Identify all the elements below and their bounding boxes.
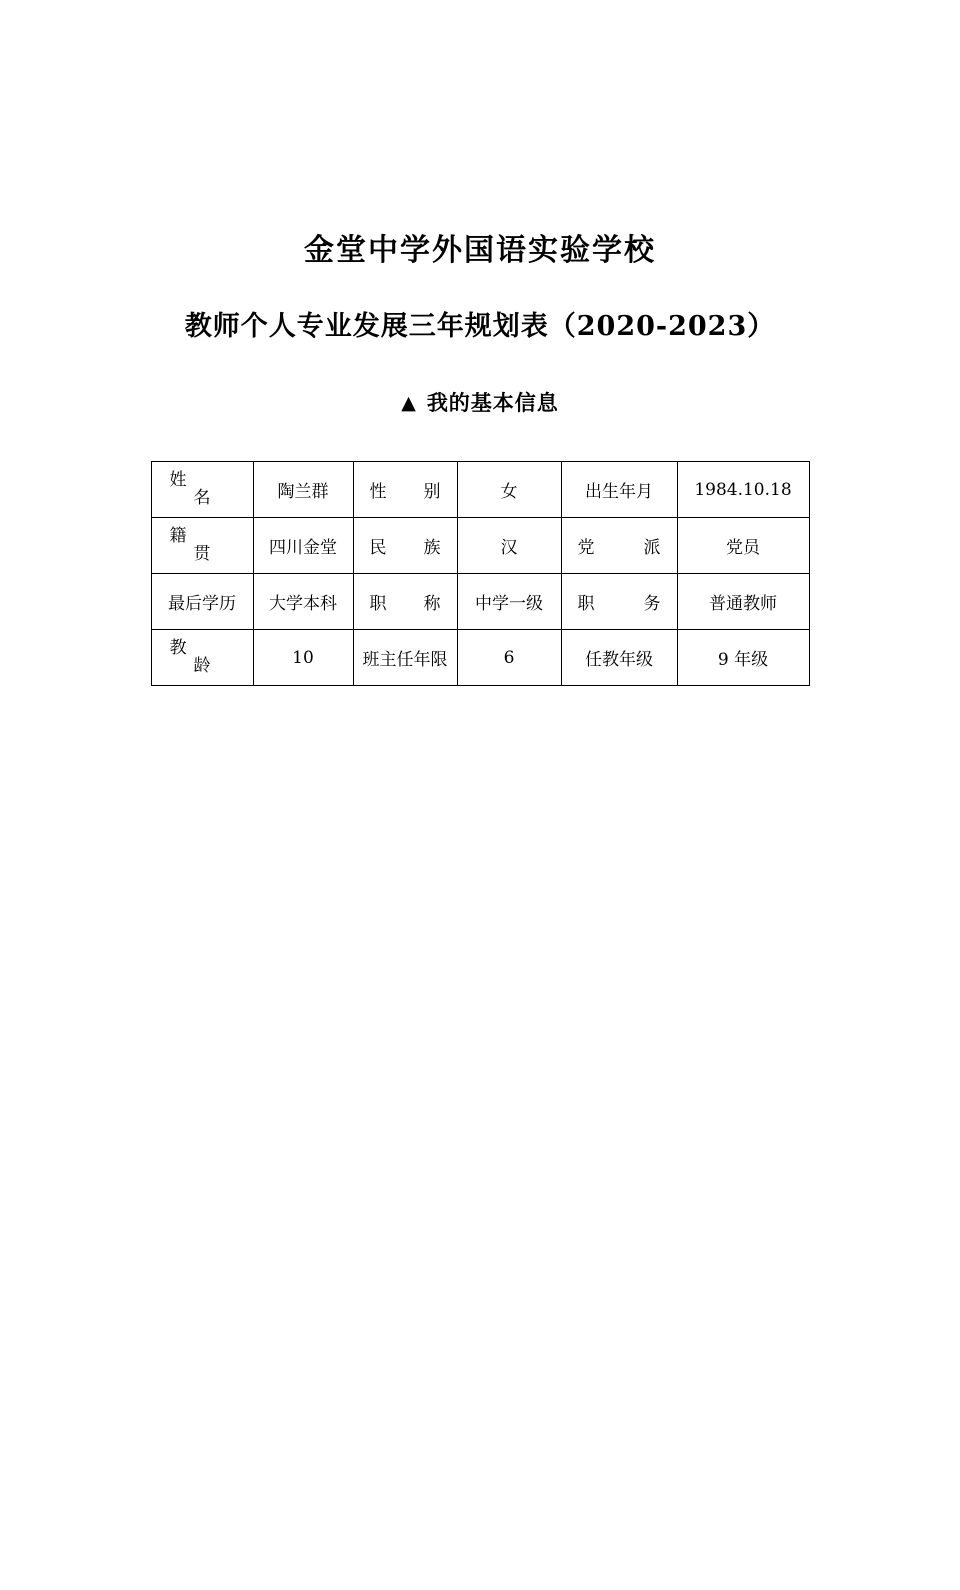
page-subtitle: 教师个人专业发展三年规划表（2020-2023） xyxy=(184,311,776,342)
value-birthdate: 1984.10.18 xyxy=(677,462,809,518)
value-education: 大学本科 xyxy=(253,574,353,630)
label-gender: 性 别 xyxy=(353,462,457,518)
label-party: 党 派 xyxy=(561,518,677,574)
basic-info-table xyxy=(151,461,810,686)
value-party: 党员 xyxy=(677,518,809,574)
label-name: 姓 名 xyxy=(151,462,253,518)
table-row xyxy=(151,518,809,574)
value-name: 陶兰群 xyxy=(253,462,353,518)
value-title-rank: 中学一级 xyxy=(457,574,561,630)
label-education: 最后学历 xyxy=(151,574,253,630)
label-ethnicity: 民 族 xyxy=(353,518,457,574)
section-heading xyxy=(80,387,880,417)
table-row xyxy=(151,630,809,686)
value-teaching-years: 10 xyxy=(253,630,353,686)
label-grade-taught: 任教年级 xyxy=(561,630,677,686)
document-page xyxy=(0,233,960,1590)
label-native-place: 籍 贯 xyxy=(151,518,253,574)
section-heading-label: 我的基本信息 xyxy=(426,390,559,416)
value-position: 普通教师 xyxy=(677,574,809,630)
value-native-place: 四川金堂 xyxy=(253,518,353,574)
label-headteacher-years: 班主任年限 xyxy=(353,630,457,686)
value-gender: 女 xyxy=(457,462,561,518)
label-birthdate: 出生年月 xyxy=(561,462,677,518)
table-row xyxy=(151,574,809,630)
page-title: 金堂中学外国语实验学校 xyxy=(304,233,656,268)
value-grade-taught: 9 年级 xyxy=(677,630,809,686)
table-row xyxy=(151,462,809,518)
value-ethnicity: 汉 xyxy=(457,518,561,574)
triangle-marker-icon: ▲ xyxy=(401,392,417,415)
label-title-rank: 职 称 xyxy=(353,574,457,630)
value-headteacher-years: 6 xyxy=(457,630,561,686)
label-position: 职 务 xyxy=(561,574,677,630)
label-teaching-years: 教 龄 xyxy=(151,630,253,686)
